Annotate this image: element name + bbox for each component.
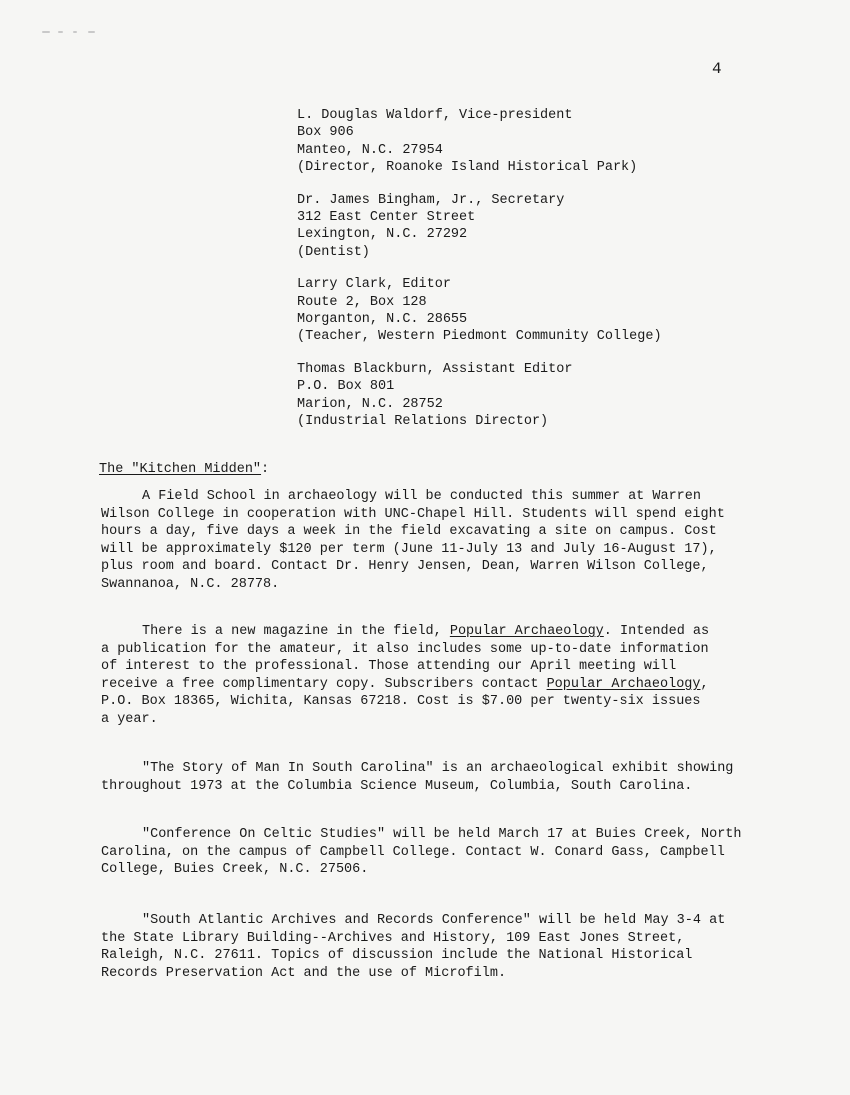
exhibit-paragraph bbox=[101, 760, 771, 795]
officer-city: Marion, N.C. 28752 bbox=[297, 396, 443, 412]
paragraph-line: "South Atlantic Archives and Records Conference" will be held May 3-4 at bbox=[142, 913, 726, 928]
paragraph-line: plus room and board. Contact Dr. Henry Jensen, Dean, Warren Wilson College, bbox=[101, 559, 709, 575]
scan-mark bbox=[40, 27, 100, 37]
officer-name-title: L. Douglas Waldorf, Vice-president bbox=[297, 108, 573, 123]
officer-address: Route 2, Box 128 bbox=[297, 294, 427, 310]
officer-entry bbox=[297, 276, 817, 346]
magazine-title: Popular Archaeology bbox=[449, 624, 604, 639]
officer-address: P.O. Box 801 bbox=[297, 379, 395, 395]
field-school-paragraph bbox=[101, 488, 771, 594]
officer-address: Box 906 bbox=[297, 125, 354, 141]
officer-occupation: (Industrial Relations Director) bbox=[297, 414, 549, 430]
paragraph-line bbox=[101, 623, 771, 641]
officer-occupation: (Teacher, Western Piedmont Community College) bbox=[297, 329, 662, 345]
section-heading-title: The "Kitchen Midden" bbox=[99, 462, 262, 477]
paragraph-line: a year. bbox=[101, 711, 158, 727]
officer-occupation: (Director, Roanoke Island Historical Park) bbox=[297, 160, 638, 176]
magazine-paragraph bbox=[101, 623, 771, 729]
officer-entry bbox=[297, 361, 817, 431]
officer-occupation: (Dentist) bbox=[297, 244, 370, 260]
section-heading bbox=[99, 461, 269, 479]
paragraph-line bbox=[101, 676, 771, 694]
paragraph-line: Wilson College in cooperation with UNC-Chapel Hill. Students will spend eight bbox=[101, 506, 725, 522]
officer-entry bbox=[297, 192, 817, 262]
officer-entry bbox=[297, 107, 817, 177]
paragraph-line: of interest to the professional. Those attending our April meeting will bbox=[101, 659, 677, 675]
magazine-title: Popular Archaeology bbox=[546, 676, 701, 692]
officer-name-title: Thomas Blackburn, Assistant Editor bbox=[297, 361, 573, 377]
paragraph-text: , bbox=[700, 676, 709, 692]
paragraph-line: will be approximately $120 per term (June 11-July 13 and July 16-August 17), bbox=[101, 541, 717, 557]
paragraph-line: A Field School in archaeology will be conducted this summer at Warren bbox=[142, 489, 701, 504]
paragraph-line: hours a day, five days a week in the field excavating a site on campus. Cost bbox=[101, 524, 717, 540]
paragraph-line: "The Story of Man In South Carolina" is an archaeological exhibit showing bbox=[142, 761, 734, 776]
paragraph-line: throughout 1973 at the Columbia Science Museum, Columbia, South Carolina. bbox=[101, 778, 693, 794]
page-number: 4 bbox=[712, 60, 722, 78]
paragraph-line: the State Library Building--Archives and History, 109 East Jones Street, bbox=[101, 930, 685, 946]
paragraph-text: . Intended as bbox=[603, 624, 710, 639]
celtic-conference-paragraph bbox=[101, 826, 771, 879]
archives-conference-paragraph bbox=[101, 912, 771, 982]
section-heading-colon: : bbox=[261, 462, 270, 477]
officer-list bbox=[297, 107, 817, 446]
officer-city: Manteo, N.C. 27954 bbox=[297, 142, 443, 158]
paragraph-text: There is a new magazine in the field, bbox=[142, 624, 450, 639]
paragraph-line: a publication for the amateur, it also includes some up-to-date information bbox=[101, 641, 709, 657]
officer-city: Morganton, N.C. 28655 bbox=[297, 312, 468, 328]
officer-address: 312 East Center Street bbox=[297, 210, 476, 226]
paragraph-line: Raleigh, N.C. 27611. Topics of discussion include the National Historical bbox=[101, 948, 693, 964]
paragraph-line: College, Buies Creek, N.C. 27506. bbox=[101, 862, 369, 878]
officer-name-title: Larry Clark, Editor bbox=[297, 277, 451, 293]
paragraph-line: P.O. Box 18365, Wichita, Kansas 67218. Cost is $7.00 per twenty-six issues bbox=[101, 694, 701, 710]
paragraph-line: "Conference On Celtic Studies" will be held March 17 at Buies Creek, North bbox=[142, 827, 742, 842]
paragraph-line: Records Preservation Act and the use of Microfilm. bbox=[101, 965, 507, 981]
officer-name-title: Dr. James Bingham, Jr., Secretary bbox=[297, 192, 565, 208]
paragraph-line: Swannanoa, N.C. 28778. bbox=[101, 576, 280, 592]
paragraph-line: Carolina, on the campus of Campbell College. Contact W. Conard Gass, Campbell bbox=[101, 844, 725, 860]
officer-city: Lexington, N.C. 27292 bbox=[297, 227, 468, 243]
paragraph-text: receive a free complimentary copy. Subscribers contact bbox=[101, 676, 547, 692]
